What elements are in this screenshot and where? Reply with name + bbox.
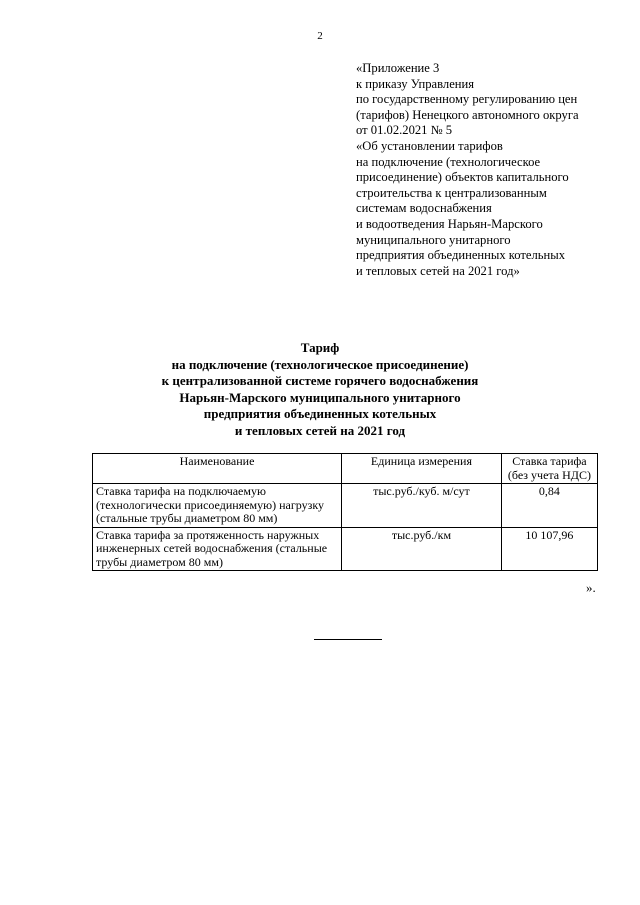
header-unit: Единица измерения xyxy=(342,454,502,484)
appendix-line: по государственному регулированию цен xyxy=(356,92,578,107)
table-row xyxy=(93,527,598,571)
cell-name: Ставка тарифа на подключаемую (технологически присоединяемую) нагрузку (стальные трубы диаметром 80 мм) xyxy=(93,484,342,528)
appendix-line: на подключение (технологическое xyxy=(356,154,541,169)
appendix-line: «Об установлении тарифов xyxy=(356,138,503,153)
appendix-line: (тарифов) Ненецкого автономного округа xyxy=(356,107,579,122)
header-rate: Ставка тарифа (без учета НДС) xyxy=(501,454,597,484)
cell-rate: 10 107,96 xyxy=(501,527,597,571)
appendix-line: к приказу Управления xyxy=(356,76,475,91)
title-line: Нарьян-Марского муниципального унитарного xyxy=(179,389,461,405)
appendix-line: присоединение) объектов капитального xyxy=(356,170,569,185)
appendix-line: системам водоснабжения xyxy=(356,201,492,216)
appendix-line: «Приложение 3 xyxy=(356,61,440,75)
tariff-table xyxy=(92,453,598,571)
separator-rule xyxy=(314,639,382,640)
cell-name: Ставка тарифа за протяженность наружных инженерных сетей водоснабжения (стальные трубы диаметром 80 мм) xyxy=(93,527,342,571)
appendix-block xyxy=(356,61,640,279)
closing-quote: ». xyxy=(586,580,596,595)
page-number: 2 xyxy=(317,30,323,42)
appendix-line: строительства к централизованным xyxy=(356,185,547,200)
header-name: Наименование xyxy=(93,454,342,484)
document-title xyxy=(0,340,640,439)
title-line: к централизованной системе горячего водоснабжения xyxy=(161,373,479,388)
appendix-line: предприятия объединенных котельных xyxy=(356,248,566,263)
title-line: и тепловых сетей на 2021 год xyxy=(234,422,406,438)
cell-rate: 0,84 xyxy=(501,484,597,528)
table-row xyxy=(93,484,598,528)
appendix-line: и водоотведения Нарьян-Марского xyxy=(356,216,543,231)
appendix-line: и тепловых сетей на 2021 год» xyxy=(356,263,520,278)
title-line: Тариф xyxy=(300,340,340,355)
cell-unit: тыс.руб./км xyxy=(342,527,502,571)
appendix-line: от 01.02.2021 № 5 xyxy=(356,123,453,138)
appendix-line: муниципального унитарного xyxy=(356,232,511,247)
title-line: на подключение (технологическое присоединение) xyxy=(171,356,469,372)
cell-unit: тыс.руб./куб. м/сут xyxy=(342,484,502,528)
title-line: предприятия объединенных котельных xyxy=(203,406,437,421)
table-header-row xyxy=(93,454,598,484)
